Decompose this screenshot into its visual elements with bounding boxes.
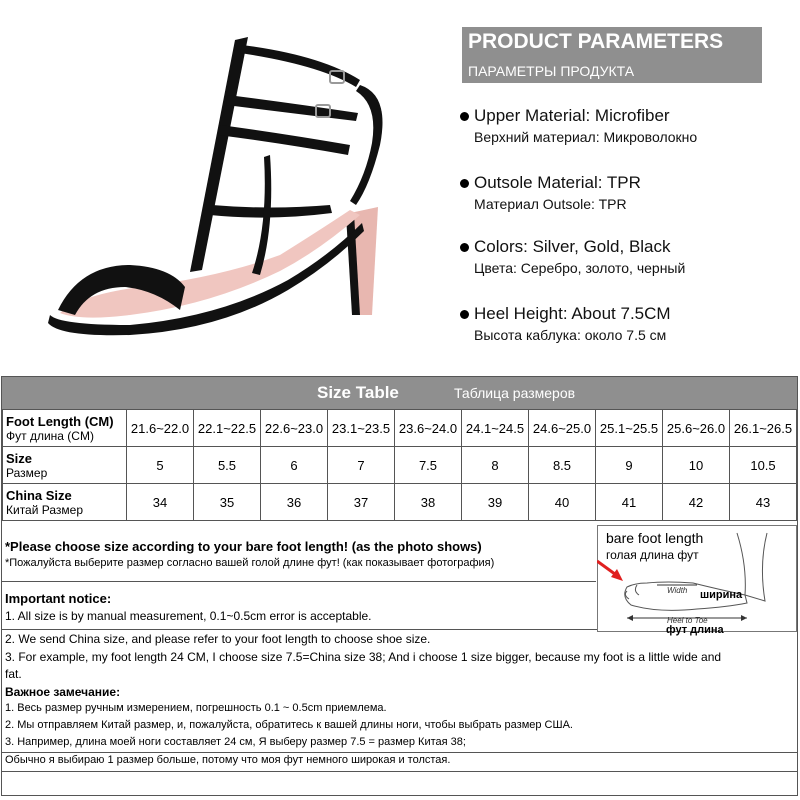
- foot-length-label-ru: фут длина: [666, 624, 724, 636]
- bare-foot-length-label-ru: голая длина фут: [606, 548, 699, 562]
- table-cell: 10: [663, 447, 730, 484]
- row-label: China Size Китай Размер: [3, 484, 127, 521]
- bullet-icon: [460, 310, 469, 319]
- table-cell: 26.1~26.5: [730, 410, 797, 447]
- param-en: Outsole Material: TPR: [474, 173, 641, 192]
- param-en: Upper Material: Microfiber: [474, 106, 670, 125]
- divider: [2, 752, 797, 753]
- important-notice-3-cont: fat.: [5, 667, 22, 681]
- table-cell: 38: [395, 484, 462, 521]
- table-cell: 22.1~22.5: [194, 410, 261, 447]
- table-row-foot-length: [3, 410, 797, 447]
- table-cell: 41: [596, 484, 663, 521]
- table-cell: 21.6~22.0: [127, 410, 194, 447]
- table-cell: 22.6~23.0: [261, 410, 328, 447]
- table-cell: 34: [127, 484, 194, 521]
- table-cell: 36: [261, 484, 328, 521]
- product-parameters-subtitle: ПАРАМЕТРЫ ПРОДУКТА: [468, 63, 635, 79]
- table-cell: 24.1~24.5: [462, 410, 529, 447]
- table-cell: 25.6~26.0: [663, 410, 730, 447]
- product-parameters-header: [462, 27, 762, 83]
- bullet-icon: [460, 179, 469, 188]
- table-row-china-size: [3, 484, 797, 521]
- param-en: Heel Height: About 7.5CM: [474, 304, 671, 323]
- foot-icon: [597, 525, 797, 632]
- size-table-header: [2, 377, 797, 409]
- table-cell: 35: [194, 484, 261, 521]
- important-notice-ru-1: 1. Весь размер ручным измерением, погрешность 0.1 ~ 0.5cm приемлема.: [5, 702, 387, 714]
- product-parameters-title: PRODUCT PARAMETERS: [468, 30, 724, 53]
- sandal-product-image: [20, 25, 420, 355]
- size-table-title: Size Table: [317, 383, 399, 402]
- bare-foot-length-label: bare foot length: [606, 530, 704, 546]
- important-notice-ru-title: Важное замечание:: [5, 685, 121, 699]
- table-cell: 43: [730, 484, 797, 521]
- important-notice-1: 1. All size is by manual measurement, 0.1~0.5cm error is acceptable.: [5, 609, 372, 623]
- table-cell: 7.5: [395, 447, 462, 484]
- row-label: Size Размер: [3, 447, 127, 484]
- heel-to-toe-label: Heel to Toe: [667, 616, 708, 625]
- divider: [2, 771, 797, 772]
- important-notice-ru-3: 3. Например, длина моей ноги составляет 24 см, Я выберу размер 7.5 = размер Китая 38;: [5, 736, 466, 748]
- row-label: Foot Length (CM) Фут длина (CM): [3, 410, 127, 447]
- table-cell: 23.1~23.5: [328, 410, 395, 447]
- table-cell: 37: [328, 484, 395, 521]
- choose-size-note: *Please choose size according to your bare foot length! (as the photo shows): [5, 539, 482, 554]
- param-en: Colors: Silver, Gold, Black: [474, 237, 671, 256]
- important-notice-2: 2. We send China size, and please refer to your foot length to choose shoe size.: [5, 632, 431, 646]
- divider: [2, 581, 596, 582]
- size-table-title-ru: Таблица размеров: [454, 385, 576, 401]
- table-cell: 5.5: [194, 447, 261, 484]
- important-notice-title: Important notice:: [5, 591, 112, 606]
- table-cell: 6: [261, 447, 328, 484]
- param-ru: Верхний материал: Микроволокно: [474, 129, 698, 145]
- important-notice-ru-4: Обычно я выбираю 1 размер больше, потому что моя фут немного широкая и толстая.: [5, 754, 451, 766]
- bullet-icon: [460, 243, 469, 252]
- param-ru: Материал Outsole: TPR: [474, 196, 627, 212]
- table-cell: 25.1~25.5: [596, 410, 663, 447]
- table-row-size: [3, 447, 797, 484]
- param-ru: Высота каблука: около 7.5 см: [474, 327, 667, 343]
- table-cell: 8.5: [529, 447, 596, 484]
- table-cell: 23.6~24.0: [395, 410, 462, 447]
- choose-size-note-ru: *Пожалуйста выберите размер согласно вашей голой длине фут! (как показывает фотография): [5, 557, 495, 569]
- table-cell: 5: [127, 447, 194, 484]
- width-label: Width: [667, 586, 688, 595]
- param-ru: Цвета: Серебро, золото, черный: [474, 260, 686, 276]
- size-table: [2, 409, 797, 521]
- table-cell: 42: [663, 484, 730, 521]
- table-cell: 10.5: [730, 447, 797, 484]
- table-cell: 40: [529, 484, 596, 521]
- important-notice-ru-2: 2. Мы отправляем Китай размер, и, пожалуйста, обратитесь к вашей длины ноги, чтобы выбрать размер США.: [5, 719, 573, 731]
- table-cell: 7: [328, 447, 395, 484]
- table-cell: 8: [462, 447, 529, 484]
- important-notice-3: 3. For example, my foot length 24 CM, I choose size 7.5=China size 38; And i choose 1 size bigger, because my foot is a little wide and: [5, 650, 722, 664]
- table-cell: 39: [462, 484, 529, 521]
- width-label-ru: ширина: [700, 589, 743, 601]
- table-cell: 9: [596, 447, 663, 484]
- table-cell: 24.6~25.0: [529, 410, 596, 447]
- bullet-icon: [460, 112, 469, 121]
